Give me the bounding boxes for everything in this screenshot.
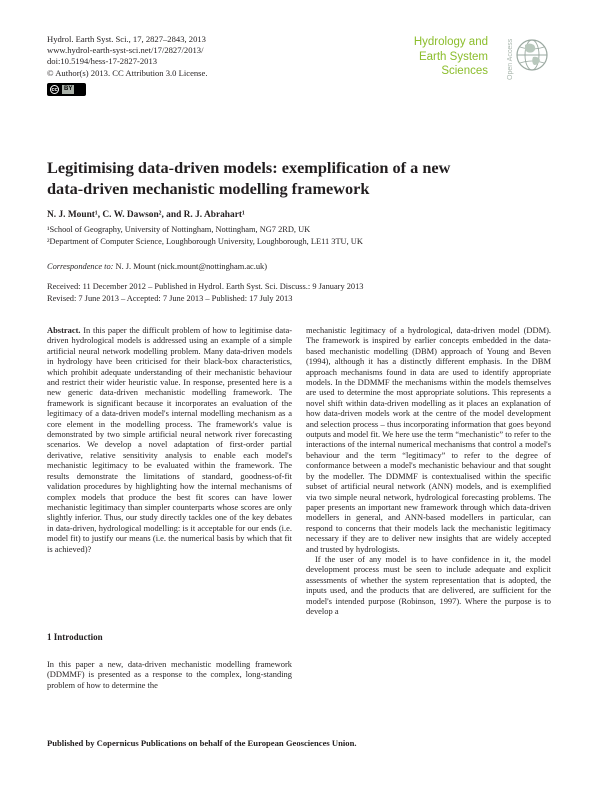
- author-list: N. J. Mount¹, C. W. Dawson², and R. J. Abrahart¹: [47, 210, 245, 220]
- body-paragraph: mechanistic legitimacy of a hydrological, data-driven model (DDM). The framework is inspired by earlier concepts embedded in the data-based mechanistic modelling (DBM) approach of Young and Beven (1994), although it has a distinctly different emphasis. In the DBM approach mechanisms found in data are used to identify appropriate models. In the DDMMF the mechanisms within the models themselves are used to determine the most appropriate solutions. This represents a novel shift within data-driven modelling as it places an explanation of how data-driven models work at the centre of the model development and selection process – thus incorporating information that goes beyond outputs and model fit. We here use the term “mechanistic” to refer to the interactions of the internal numerical mechanisms that control a model's behaviour and the term “legitimacy” to refer to the degree of conformance between a model's mechanistic behaviour and that sought by the modeller. The DDMMF is contextualised within the specific subset of artificial neural network (ANN) models, and is exemplified via two simple neural network, hydrological forecasting problems. The paper presents an important new framework through which data-driven modellers in general, and ANN-based modellers in particular, can respond to concerns that their models lack the mechanistic legitimacy necessary if they are to deliver new insights that are widely accepted and trusted by hydrologists.: [306, 325, 551, 554]
- abstract-text: In this paper the difficult problem of how to legitimise data-driven hydrological models is addressed using an example of a simple artificial neural network modelling problem. Many data-driven models in hydrology have been criticised for their black-box characteristics, which prohibit adequate understanding of their mechanistic behaviour and restrict their wider heuristic value. In response, presented here is a new generic data-driven mechanistic modelling framework. The framework is significant because it incorporates an evaluation of the legitimacy of a data-driven model's internal modelling mechanism as a core element in the modelling process. The framework's value is demonstrated by two simple artificial neural network river forecasting scenarios. We develop a novel adaptation of first-order partial derivative, relative sensitivity analysis to enable each model's mechanistic legitimacy to be evaluated within the framework. The results demonstrate the limitations of standard, goodness-of-fit validation procedures by highlighting how the internal mechanisms of complex models that produce the best fit scores can have lower mechanistic legitimacy than simpler counterparts whose scores are only slightly inferior. Thus, our study directly tackles one of the key debates in data-driven, hydrological modelling: is it acceptable for our ends (i.e. model fit) to justify our means (i.e. the numerical basis by which that fit is achieved)?: [47, 325, 293, 554]
- cc-license-badge[interactable]: [47, 83, 86, 96]
- journal-name-line: Earth System: [418, 50, 488, 63]
- history-line: Received: 11 December 2012 – Published in Hydrol. Earth Syst. Sci. Discuss.: 9 January 2013: [47, 282, 364, 291]
- intro-paragraph: [47, 659, 292, 690]
- globe-icon: [517, 40, 547, 70]
- journal-logo: [503, 33, 549, 83]
- affiliation-2: ²Department of Computer Science, Loughborough University, Loughborough, LE11 3TU, UK: [47, 237, 363, 246]
- citation-line: Hydrol. Earth Syst. Sci., 17, 2827–2843, 2013: [47, 34, 206, 44]
- abstract-label: Abstract.: [47, 325, 81, 335]
- doi-link[interactable]: doi:10.5194/hess-17-2827-2013: [47, 56, 158, 67]
- article-title: [47, 157, 557, 199]
- correspondence-contact[interactable]: N. J. Mount (nick.mount@nottingham.ac.uk): [115, 262, 268, 271]
- journal-name-line: Sciences: [441, 65, 488, 78]
- by-label: BY: [64, 86, 73, 92]
- cc-icon: cc: [51, 86, 58, 93]
- publisher-footer: Published by Copernicus Publications on behalf of the European Geosciences Union.: [47, 738, 357, 748]
- publication-history: [47, 281, 364, 306]
- open-access-label: Open Access: [507, 38, 514, 80]
- license-text: © Author(s) 2013. CC Attribution 3.0 License.: [47, 67, 208, 78]
- journal-name-line: Hydrology and: [413, 36, 488, 48]
- intro-paragraph-text: In this paper a new, data-driven mechanistic modelling framework (DDMMF) is presented as a response to the complex, long-standing problem of how to determine the: [47, 659, 292, 690]
- abstract: [47, 325, 292, 554]
- right-column: [306, 325, 551, 616]
- title-line: Legitimising data-driven models: exemplification of a new: [47, 158, 451, 177]
- journal-name: [414, 35, 488, 79]
- history-line: Revised: 7 June 2013 – Accepted: 7 June 2013 – Published: 17 July 2013: [47, 294, 293, 304]
- correspondence: [47, 262, 267, 271]
- correspondence-label: Correspondence to:: [47, 262, 114, 271]
- affiliation-1: ¹School of Geography, University of Nottingham, Nottingham, NG7 2RD, UK: [47, 225, 311, 234]
- section-heading-introduction: 1 Introduction: [47, 632, 103, 642]
- title-line: data-driven mechanistic modelling framework: [47, 179, 370, 198]
- citation-header: [47, 34, 208, 79]
- article-url-link[interactable]: www.hydrol-earth-syst-sci.net/17/2827/2013/: [47, 45, 204, 56]
- body-paragraph: If the user of any model is to have confidence in it, the model development process must be seen to include adequate and explicit assessments of whether the system representation that is adopted, the inputs used, and the products that are delivered, are sufficient for the model's intended purpose (Robinson, 1997). Where the purpose is to develop a: [306, 553, 551, 616]
